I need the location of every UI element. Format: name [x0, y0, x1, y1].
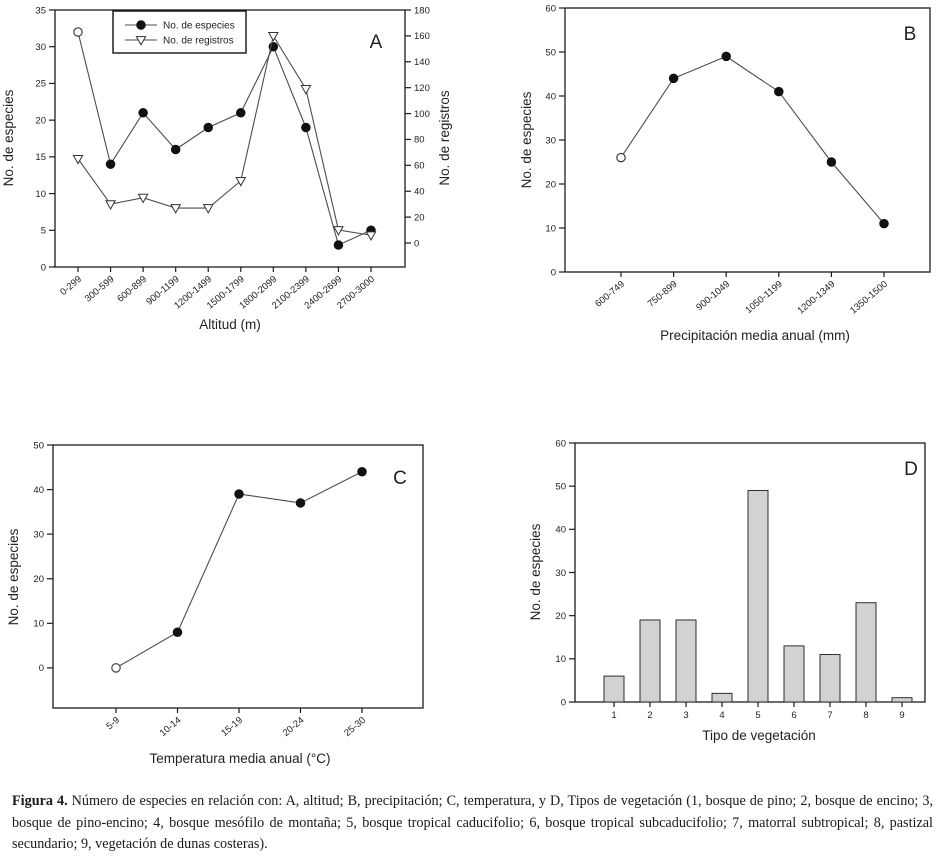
- svg-text:20: 20: [545, 179, 556, 191]
- svg-text:10: 10: [35, 188, 46, 200]
- svg-text:1200-1349: 1200-1349: [795, 278, 838, 317]
- svg-text:80: 80: [414, 134, 425, 146]
- svg-text:2700-3000: 2700-3000: [335, 273, 377, 312]
- svg-text:1350-1500: 1350-1500: [848, 278, 890, 317]
- svg-text:60: 60: [414, 160, 425, 172]
- svg-text:900-1049: 900-1049: [694, 278, 733, 314]
- svg-text:120: 120: [414, 82, 430, 94]
- svg-text:40: 40: [414, 186, 425, 198]
- svg-text:0: 0: [550, 267, 556, 279]
- svg-text:20: 20: [555, 610, 566, 622]
- figure-caption-label: Figura 4.: [12, 793, 68, 809]
- svg-text:0-299: 0-299: [58, 273, 84, 298]
- svg-text:No. de registros: No. de registros: [163, 35, 234, 47]
- svg-text:2400-2699: 2400-2699: [302, 273, 345, 312]
- svg-text:25-30: 25-30: [342, 714, 368, 739]
- svg-text:50: 50: [555, 481, 566, 493]
- svg-text:160: 160: [414, 31, 430, 43]
- svg-text:6: 6: [791, 710, 797, 721]
- svg-text:5: 5: [755, 710, 761, 721]
- figure-caption-text: Número de especies en relación con: A, altitud; B, precipitación; C, temperatura, y D, Tipos de vegetación (1, bosque de pino; 2, bosque de encino; 3, bosque de pino-encino; 4, bosque mesófilo de montaña; 5, bosque tropical caducifolio; 6, bosque tropical subcaducifolio; 7, matorral subtropical; 8, pastizal secundario; 9, vegetación de dunas costeras).: [12, 793, 934, 853]
- svg-text:140: 140: [414, 57, 430, 69]
- svg-text:2100-2399: 2100-2399: [269, 273, 312, 312]
- svg-text:Temperatura media anual (°C): Temperatura media anual (°C): [149, 751, 331, 766]
- svg-text:No. de especies: No. de especies: [6, 528, 21, 626]
- svg-text:30: 30: [545, 135, 556, 147]
- svg-text:20-24: 20-24: [280, 714, 307, 739]
- svg-text:1050-1199: 1050-1199: [743, 278, 785, 317]
- svg-text:30: 30: [35, 42, 46, 54]
- svg-text:600-749: 600-749: [593, 278, 627, 310]
- svg-text:2: 2: [647, 710, 653, 721]
- svg-text:B: B: [903, 24, 917, 45]
- svg-text:180: 180: [414, 5, 430, 17]
- svg-text:1500-1799: 1500-1799: [204, 273, 247, 312]
- svg-text:30: 30: [33, 529, 44, 541]
- svg-text:5-9: 5-9: [104, 714, 122, 733]
- svg-text:No. de especies: No. de especies: [528, 523, 543, 621]
- svg-text:C: C: [393, 468, 407, 489]
- svg-text:30: 30: [555, 567, 566, 579]
- svg-text:No. de registros: No. de registros: [437, 90, 452, 186]
- svg-text:40: 40: [545, 91, 556, 103]
- svg-text:750-899: 750-899: [645, 278, 680, 310]
- chart-b-precipitation-line-chart: [472, 0, 944, 356]
- svg-text:15: 15: [35, 152, 46, 164]
- svg-text:1: 1: [611, 710, 617, 721]
- svg-text:300-599: 300-599: [82, 273, 117, 305]
- svg-text:60: 60: [555, 438, 566, 450]
- svg-text:No. de especies: No. de especies: [1, 89, 16, 187]
- svg-text:9: 9: [899, 710, 905, 721]
- figure-caption: [12, 791, 933, 856]
- svg-text:A: A: [369, 32, 383, 53]
- svg-text:No. de especies: No. de especies: [163, 20, 235, 32]
- svg-text:10: 10: [545, 223, 556, 235]
- svg-text:1800-2099: 1800-2099: [237, 273, 280, 312]
- svg-text:40: 40: [555, 524, 566, 536]
- svg-text:4: 4: [719, 710, 725, 721]
- svg-text:0: 0: [414, 238, 420, 250]
- svg-text:20: 20: [414, 212, 425, 224]
- svg-text:50: 50: [33, 440, 44, 452]
- svg-text:0: 0: [38, 663, 44, 675]
- svg-text:0: 0: [560, 697, 566, 709]
- svg-text:No. de especies: No. de especies: [519, 91, 534, 189]
- svg-text:100: 100: [414, 108, 430, 120]
- chart-d-vegetation-bar-chart: [472, 420, 944, 760]
- svg-text:50: 50: [545, 47, 556, 59]
- svg-text:Tipo de vegetación: Tipo de vegetación: [702, 728, 816, 743]
- svg-text:15-19: 15-19: [219, 714, 245, 739]
- svg-text:20: 20: [35, 115, 46, 127]
- svg-text:40: 40: [33, 484, 44, 496]
- svg-text:900-1199: 900-1199: [144, 273, 182, 308]
- svg-text:0: 0: [40, 262, 46, 274]
- svg-text:5: 5: [40, 225, 46, 237]
- svg-text:600-899: 600-899: [115, 273, 150, 305]
- svg-text:7: 7: [827, 710, 833, 721]
- svg-text:25: 25: [35, 78, 46, 90]
- svg-text:8: 8: [863, 710, 869, 721]
- svg-text:10: 10: [33, 618, 44, 630]
- svg-text:10-14: 10-14: [157, 714, 184, 739]
- svg-text:10: 10: [555, 654, 566, 666]
- svg-text:Altitud (m): Altitud (m): [199, 317, 261, 332]
- svg-text:D: D: [904, 459, 918, 480]
- svg-text:35: 35: [35, 5, 46, 17]
- chart-a-altitude-line-chart: [0, 0, 472, 350]
- svg-text:1200-1499: 1200-1499: [172, 273, 215, 312]
- svg-text:Precipitación media anual (mm): Precipitación media anual (mm): [660, 328, 850, 343]
- chart-c-temperature-line-chart: [0, 420, 472, 785]
- svg-text:60: 60: [545, 3, 556, 15]
- svg-text:3: 3: [683, 710, 689, 721]
- svg-text:20: 20: [33, 574, 44, 586]
